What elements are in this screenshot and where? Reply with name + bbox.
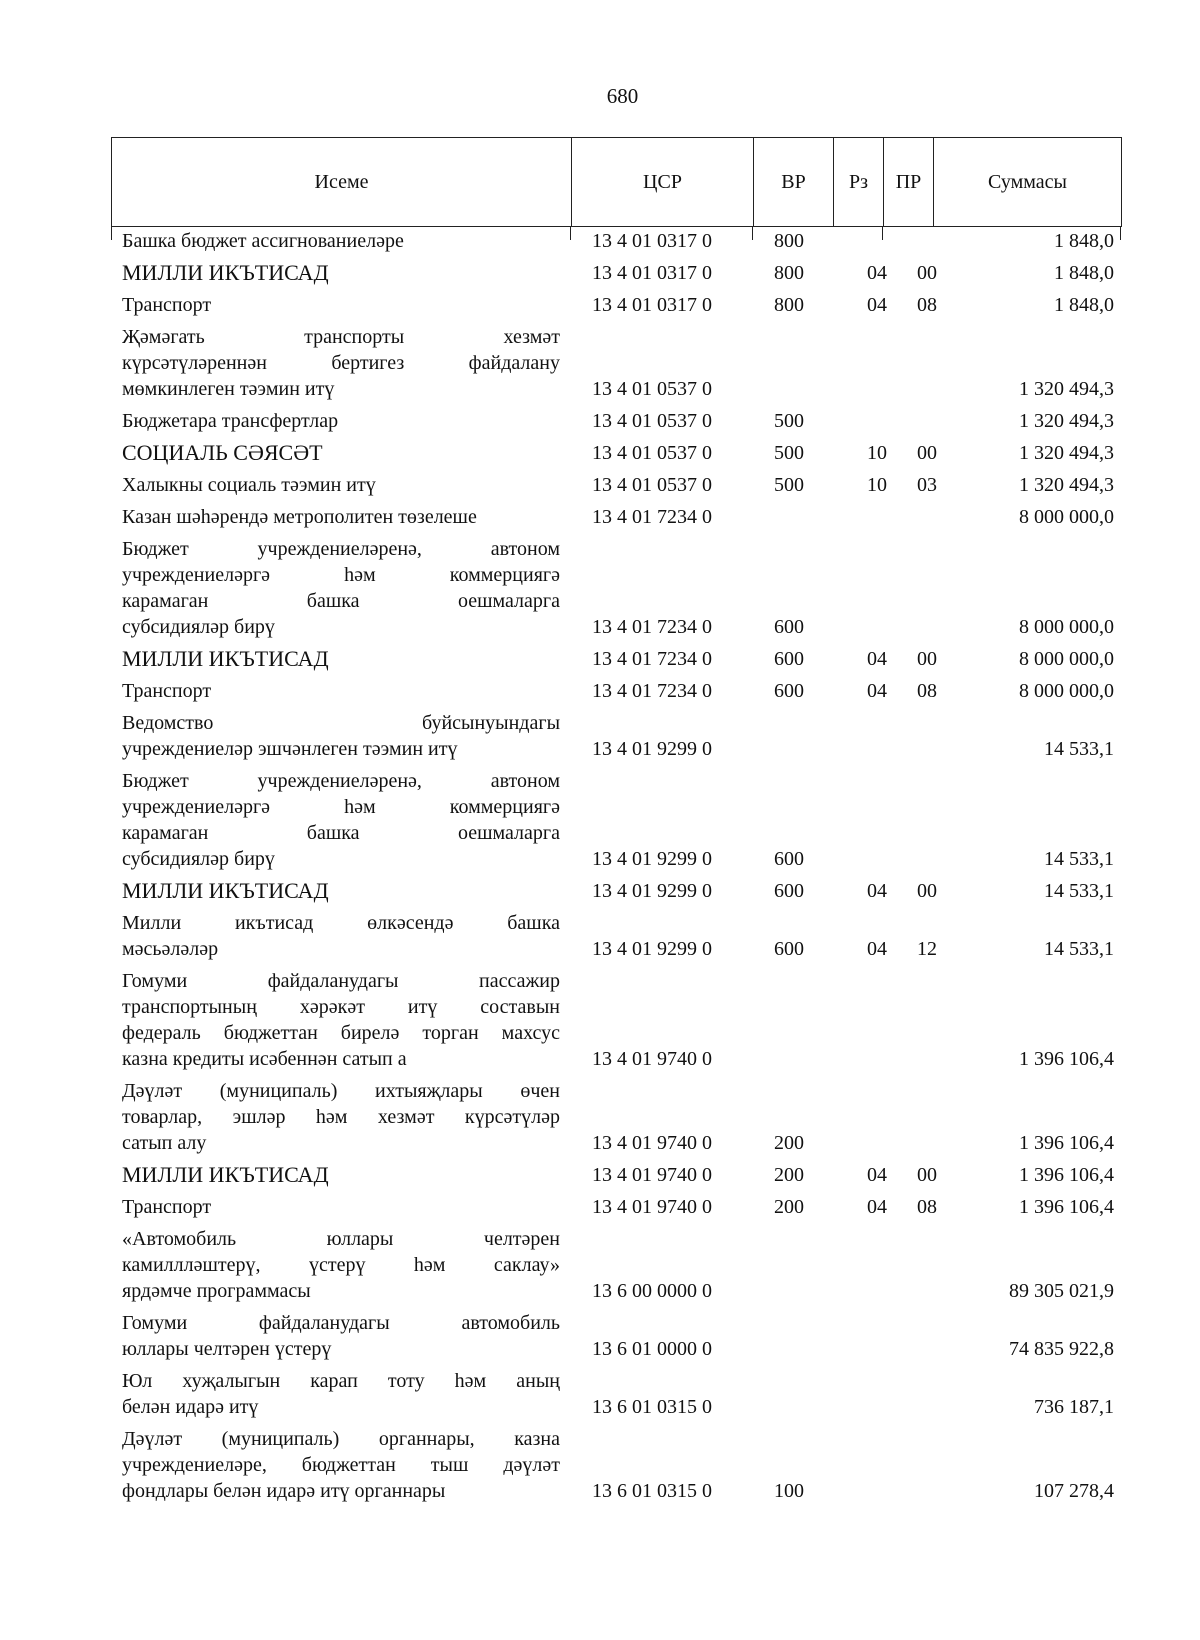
row-csr: 13 4 01 0537 0 bbox=[592, 442, 712, 464]
row-csr: 13 4 01 7234 0 bbox=[592, 616, 712, 638]
row-name-line: белән идарә итү bbox=[122, 1396, 259, 1418]
table-row bbox=[122, 408, 1122, 434]
table-row bbox=[122, 710, 1122, 762]
row-vr: 800 bbox=[774, 230, 804, 252]
row-sum: 1 320 494,3 bbox=[1019, 442, 1114, 464]
row-name-line: субсидияләр бирү bbox=[122, 616, 275, 638]
row-name-line: камиллләштерү, үстерү һәм саклау» bbox=[122, 1254, 560, 1276]
header-pr: ПР bbox=[884, 138, 934, 226]
header-rz: Рз bbox=[834, 138, 884, 226]
row-csr: 13 4 01 0537 0 bbox=[592, 474, 712, 496]
row-cells bbox=[122, 936, 1122, 962]
row-csr: 13 4 01 7234 0 bbox=[592, 648, 712, 670]
row-name-line: учреждениеләр эшчәнлеген тәэмин итү bbox=[122, 738, 458, 760]
row-pr: 03 bbox=[917, 474, 937, 496]
row-vr: 800 bbox=[774, 294, 804, 316]
row-name-line: мөмкинлеген тәэмин итү bbox=[122, 378, 335, 400]
row-csr: 13 4 01 9299 0 bbox=[592, 738, 712, 760]
row-name-line: Транспорт bbox=[122, 680, 212, 702]
row-cells bbox=[122, 408, 1122, 434]
row-vr: 600 bbox=[774, 938, 804, 960]
row-name-line: ярдәмче программасы bbox=[122, 1280, 311, 1302]
row-vr: 200 bbox=[774, 1164, 804, 1186]
row-sum: 8 000 000,0 bbox=[1019, 616, 1114, 638]
header-vr: ВР bbox=[754, 138, 834, 226]
row-sum: 1 320 494,3 bbox=[1019, 378, 1114, 400]
table-row bbox=[122, 1078, 1122, 1156]
row-name-line: Гомуми файдаланудагы автомобиль bbox=[122, 1312, 560, 1334]
row-cells bbox=[122, 440, 1122, 466]
row-name-line: субсидияләр бирү bbox=[122, 848, 275, 870]
table-row bbox=[122, 1368, 1122, 1420]
row-sum: 107 278,4 bbox=[1034, 1480, 1114, 1502]
row-sum: 14 533,1 bbox=[1044, 738, 1114, 760]
row-name-line: Юл хуҗалыгын карап тоту һәм аның bbox=[122, 1370, 560, 1392]
row-sum: 14 533,1 bbox=[1044, 848, 1114, 870]
row-sum: 1 320 494,3 bbox=[1019, 474, 1114, 496]
table-row bbox=[122, 1226, 1122, 1304]
row-cells bbox=[122, 614, 1122, 640]
row-name-line: Казан шәһәрендә метрополитен төзелеше bbox=[122, 506, 477, 528]
row-csr: 13 6 00 0000 0 bbox=[592, 1280, 712, 1302]
row-csr: 13 4 01 9299 0 bbox=[592, 880, 712, 902]
row-sum: 1 848,0 bbox=[1054, 262, 1114, 284]
table-row bbox=[122, 646, 1122, 672]
row-vr: 600 bbox=[774, 848, 804, 870]
row-name-line: Халыкны социаль тәэмин итү bbox=[122, 474, 376, 496]
row-sum: 89 305 021,9 bbox=[1009, 1280, 1114, 1302]
row-vr: 600 bbox=[774, 648, 804, 670]
table-body bbox=[122, 228, 1122, 1510]
row-csr: 13 4 01 9299 0 bbox=[592, 938, 712, 960]
row-rz: 04 bbox=[867, 1196, 887, 1218]
row-name-line: Дәүләт (муниципаль) органнары, казна bbox=[122, 1428, 560, 1450]
row-vr: 600 bbox=[774, 616, 804, 638]
row-csr: 13 6 01 0315 0 bbox=[592, 1396, 712, 1418]
row-cells bbox=[122, 228, 1122, 254]
row-vr: 600 bbox=[774, 680, 804, 702]
table-row bbox=[122, 292, 1122, 318]
row-cells bbox=[122, 846, 1122, 872]
row-cells bbox=[122, 1162, 1122, 1188]
row-cells bbox=[122, 1046, 1122, 1072]
row-pr: 08 bbox=[917, 1196, 937, 1218]
row-name-line: учреждениеләре, бюджеттан тыш дәүләт bbox=[122, 1454, 560, 1476]
row-sum: 1 848,0 bbox=[1054, 230, 1114, 252]
row-name-line: МИЛЛИ ИКЪТИСАД bbox=[122, 878, 329, 903]
row-pr: 00 bbox=[917, 648, 937, 670]
row-name-line: юллары челтәрен үстерү bbox=[122, 1338, 332, 1360]
row-name-line: транспортының хәрәкәт итү составын bbox=[122, 996, 560, 1018]
row-cells bbox=[122, 678, 1122, 704]
table-row bbox=[122, 1194, 1122, 1220]
row-csr: 13 4 01 0317 0 bbox=[592, 262, 712, 284]
row-vr: 100 bbox=[774, 1480, 804, 1502]
row-sum: 1 396 106,4 bbox=[1019, 1132, 1114, 1154]
row-name-line: Транспорт bbox=[122, 1196, 212, 1218]
row-pr: 00 bbox=[917, 442, 937, 464]
row-cells bbox=[122, 1194, 1122, 1220]
row-name-line: учреждениеләргә һәм коммерциягә bbox=[122, 796, 560, 818]
row-name-line: Ведомство буйсынуындагы bbox=[122, 712, 560, 734]
row-name-line: Бюджет учреждениеләренә, автоном bbox=[122, 538, 560, 560]
row-rz: 04 bbox=[867, 648, 887, 670]
row-sum: 8 000 000,0 bbox=[1019, 648, 1114, 670]
row-sum: 8 000 000,0 bbox=[1019, 680, 1114, 702]
row-name-line: Бюджетара трансфертлар bbox=[122, 410, 339, 432]
table-row bbox=[122, 536, 1122, 640]
row-name-line: федераль бюджеттан бирелә торган махсус bbox=[122, 1022, 560, 1044]
row-name-line: «Автомобиль юллары челтәрен bbox=[122, 1228, 560, 1250]
table-header bbox=[111, 137, 1122, 227]
row-rz: 04 bbox=[867, 680, 887, 702]
row-cells bbox=[122, 292, 1122, 318]
row-cells bbox=[122, 1336, 1122, 1362]
row-csr: 13 4 01 9740 0 bbox=[592, 1196, 712, 1218]
row-pr: 00 bbox=[917, 880, 937, 902]
table-row bbox=[122, 440, 1122, 466]
table-row bbox=[122, 260, 1122, 286]
row-cells bbox=[122, 1394, 1122, 1420]
table-row bbox=[122, 472, 1122, 498]
row-name-line: Башка бюджет ассигнованиеләре bbox=[122, 230, 404, 252]
row-cells bbox=[122, 736, 1122, 762]
row-csr: 13 4 01 9299 0 bbox=[592, 848, 712, 870]
table-row bbox=[122, 1162, 1122, 1188]
row-name-line: учреждениеләргә һәм коммерциягә bbox=[122, 564, 560, 586]
row-sum: 74 835 922,8 bbox=[1009, 1338, 1114, 1360]
row-name-line: Бюджет учреждениеләренә, автоном bbox=[122, 770, 560, 792]
table-row bbox=[122, 1310, 1122, 1362]
row-sum: 1 396 106,4 bbox=[1019, 1196, 1114, 1218]
row-cells bbox=[122, 260, 1122, 286]
row-csr: 13 4 01 0317 0 bbox=[592, 230, 712, 252]
row-vr: 200 bbox=[774, 1196, 804, 1218]
row-name-line: казна кредиты исәбеннән сатып а bbox=[122, 1048, 407, 1070]
row-name-line: карамаган башка оешмаларга bbox=[122, 590, 560, 612]
row-csr: 13 4 01 0537 0 bbox=[592, 410, 712, 432]
row-rz: 04 bbox=[867, 294, 887, 316]
row-name-line: МИЛЛИ ИКЪТИСАД bbox=[122, 646, 329, 671]
row-name-line: Транспорт bbox=[122, 294, 212, 316]
row-name-line: карамаган башка оешмаларга bbox=[122, 822, 560, 844]
row-csr: 13 6 01 0000 0 bbox=[592, 1338, 712, 1360]
table-divider bbox=[111, 226, 112, 240]
row-name-line: Гомуми файдаланудагы пассажир bbox=[122, 970, 560, 992]
row-rz: 10 bbox=[867, 474, 887, 496]
row-rz: 10 bbox=[867, 442, 887, 464]
row-name-line: Дәүләт (муниципаль) ихтыяҗлары өчен bbox=[122, 1080, 560, 1102]
row-pr: 00 bbox=[917, 262, 937, 284]
row-csr: 13 4 01 7234 0 bbox=[592, 506, 712, 528]
row-vr: 500 bbox=[774, 410, 804, 432]
row-name-line: мәсьәләләр bbox=[122, 938, 219, 960]
row-rz: 04 bbox=[867, 880, 887, 902]
row-vr: 500 bbox=[774, 442, 804, 464]
row-vr: 600 bbox=[774, 880, 804, 902]
row-vr: 800 bbox=[774, 262, 804, 284]
table-row bbox=[122, 910, 1122, 962]
header-sum: Суммасы bbox=[988, 170, 1067, 193]
row-name-line: сатып алу bbox=[122, 1132, 207, 1154]
row-cells bbox=[122, 504, 1122, 530]
row-csr: 13 4 01 9740 0 bbox=[592, 1048, 712, 1070]
row-pr: 00 bbox=[917, 1164, 937, 1186]
row-vr: 200 bbox=[774, 1132, 804, 1154]
row-cells bbox=[122, 376, 1122, 402]
row-pr: 08 bbox=[917, 294, 937, 316]
table-row bbox=[122, 768, 1122, 872]
row-csr: 13 6 01 0315 0 bbox=[592, 1480, 712, 1502]
row-name-line: МИЛЛИ ИКЪТИСАД bbox=[122, 260, 329, 285]
row-name-line: Милли икътисад өлкәсендә башка bbox=[122, 912, 560, 934]
row-cells bbox=[122, 472, 1122, 498]
row-cells bbox=[122, 1478, 1122, 1504]
row-sum: 1 396 106,4 bbox=[1019, 1048, 1114, 1070]
row-cells bbox=[122, 1130, 1122, 1156]
row-sum: 14 533,1 bbox=[1044, 938, 1114, 960]
row-sum: 14 533,1 bbox=[1044, 880, 1114, 902]
row-csr: 13 4 01 9740 0 bbox=[592, 1164, 712, 1186]
row-name-line: товарлар, эшләр һәм хезмәт күрсәтүләр bbox=[122, 1106, 560, 1128]
row-csr: 13 4 01 7234 0 bbox=[592, 680, 712, 702]
row-cells bbox=[122, 1278, 1122, 1304]
row-name-line: фондлары белән идарә итү органнары bbox=[122, 1480, 446, 1502]
table-row bbox=[122, 678, 1122, 704]
row-vr: 500 bbox=[774, 474, 804, 496]
row-rz: 04 bbox=[867, 262, 887, 284]
row-pr: 08 bbox=[917, 680, 937, 702]
row-cells bbox=[122, 878, 1122, 904]
row-csr: 13 4 01 0537 0 bbox=[592, 378, 712, 400]
row-sum: 1 320 494,3 bbox=[1019, 410, 1114, 432]
row-sum: 736 187,1 bbox=[1034, 1396, 1114, 1418]
row-name-line: күрсәтүләреннән бертигез файдалану bbox=[122, 352, 560, 374]
page-number: 680 bbox=[606, 84, 639, 108]
table-row bbox=[122, 968, 1122, 1072]
header-name: Исеме bbox=[112, 138, 572, 226]
row-name-line: Җәмәгать транспорты хезмәт bbox=[122, 326, 560, 348]
row-name-line: СОЦИАЛЬ СӘЯСӘТ bbox=[122, 440, 323, 465]
row-spacer bbox=[122, 1504, 1122, 1510]
row-csr: 13 4 01 9740 0 bbox=[592, 1132, 712, 1154]
row-sum: 8 000 000,0 bbox=[1019, 506, 1114, 528]
row-cells bbox=[122, 646, 1122, 672]
table-row bbox=[122, 228, 1122, 254]
row-name-line: МИЛЛИ ИКЪТИСАД bbox=[122, 1162, 329, 1187]
table-row bbox=[122, 878, 1122, 904]
row-pr: 12 bbox=[917, 938, 937, 960]
row-rz: 04 bbox=[867, 1164, 887, 1186]
row-sum: 1 396 106,4 bbox=[1019, 1164, 1114, 1186]
row-csr: 13 4 01 0317 0 bbox=[592, 294, 712, 316]
header-csr: ЦСР bbox=[572, 138, 754, 226]
table-row bbox=[122, 1426, 1122, 1504]
row-sum: 1 848,0 bbox=[1054, 294, 1114, 316]
table-row bbox=[122, 324, 1122, 402]
table-row bbox=[122, 504, 1122, 530]
row-rz: 04 bbox=[867, 938, 887, 960]
